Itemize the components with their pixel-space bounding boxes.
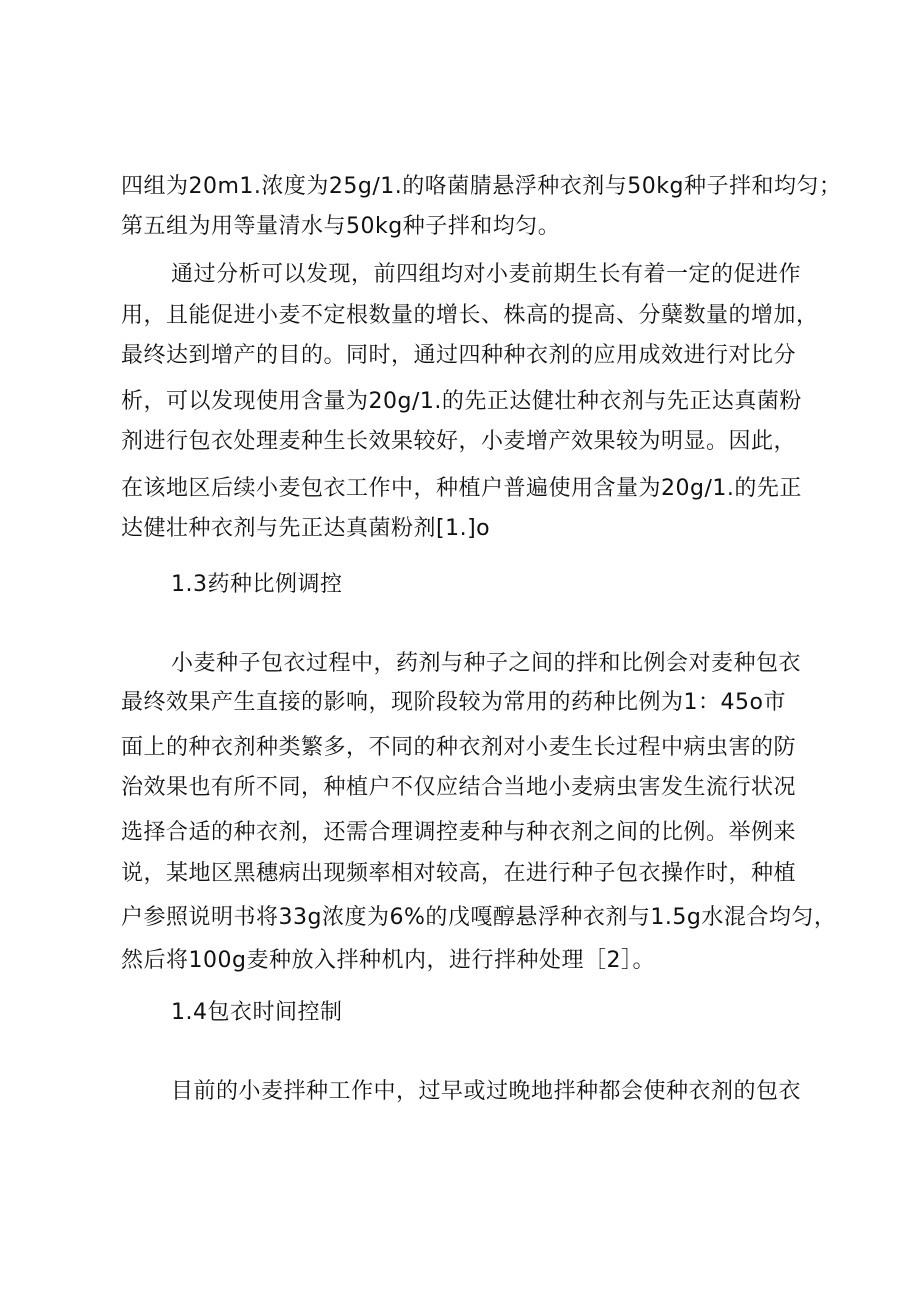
paragraph-line: 小麦种子包衣过程中，药剂与种子之间的拌和比例会对麦种包衣 (171, 651, 802, 676)
paragraph-line: 通过分析可以发现，前四组均对小麦前期生长有着一定的促进作 (171, 262, 802, 287)
paragraph-line: 用，且能促进小麦不定根数量的增长、株高的提高、分蘖数量的增加， (121, 303, 819, 328)
paragraph-line: 目前的小麦拌种工作中，过早或过晚地拌种都会使种衣剂的包衣 (171, 1079, 802, 1104)
paragraph-line: 四组为20m1.浓度为25g∕1.的咯菌腈悬浮种衣剂与50kg种子拌和均匀； (121, 174, 842, 199)
paragraph-line: 然后将100g麦种放入拌种机内，进行拌种处理［2］。 (121, 948, 655, 973)
paragraph-line: 达健壮种衣剂与先正达真菌粉剂[1.]o (121, 516, 491, 541)
paragraph-line: 最终效果产生直接的影响，现阶段较为常用的药种比例为1：45o市 (121, 690, 786, 715)
paragraph-line: 析，可以发现使用含量为20g∕1.的先正达健壮种衣剂与先正达真菌粉 (121, 389, 802, 414)
section-heading-1-4: 1.4包衣时间控制 (171, 1000, 343, 1025)
paragraph-line: 最终达到增产的目的。同时，通过四种种衣剂的应用成效进行对比分 (121, 343, 797, 368)
paragraph-line: 治效果也有所不同，种植户不仅应结合当地小麦病虫害发生流行状况 (121, 775, 797, 800)
paragraph-line: 户参照说明书将33g浓度为6%的戊嘎醇悬浮种衣剂与1.5g水混合均匀， (121, 905, 837, 930)
paragraph-line: 选择合适的种衣剂，还需合理调控麦种与种衣剂之间的比例。举例来 (121, 820, 797, 845)
paragraph-line: 面上的种衣剂种类繁多，不同的种衣剂对小麦生长过程中病虫害的防 (121, 735, 797, 760)
paragraph-line: 剂进行包衣处理麦种生长效果较好，小麦增产效果较为明显。因此， (121, 429, 797, 454)
paragraph-line: 在该地区后续小麦包衣工作中，种植户普遍使用含量为20g∕1.的先正 (121, 476, 802, 501)
section-heading-1-3: 1.3药种比例调控 (171, 572, 343, 597)
paragraph-line: 说，某地区黑穗病出现频率相对较高，在进行种子包衣操作时，种植 (121, 861, 797, 886)
paragraph-line: 第五组为用等量清水与50kg种子拌和均匀。 (121, 214, 561, 239)
